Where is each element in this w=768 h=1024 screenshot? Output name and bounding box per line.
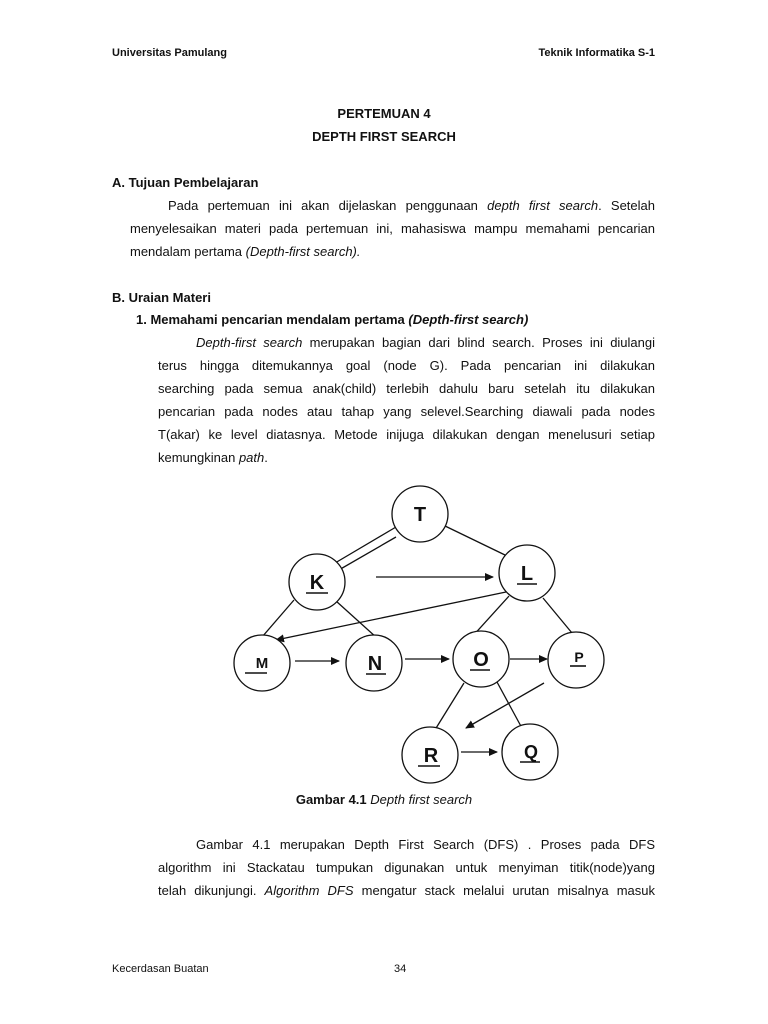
section-a-paragraph xyxy=(130,194,655,263)
node-n-label: N xyxy=(367,653,383,675)
para1-line-5: T(akar) ke level diatasnya. Metode inijuga dilakukan dengan menelusuri setiap xyxy=(158,427,655,442)
para2-line-3: telah dikunjungi. Algorithm DFS mengatur stack melalui urutan misalnya masuk xyxy=(158,883,655,898)
arrow-p-to-r xyxy=(466,683,544,728)
para1-line-1: Depth-first search merupakan bagian dari blind search. Proses ini diulangi xyxy=(196,335,656,350)
edge-t-k xyxy=(330,527,396,566)
section-a-line-1: Pada pertemuan ini akan dijelaskan penggunaan depth first search. Setelah xyxy=(168,198,655,213)
node-o-label: O xyxy=(473,649,489,671)
node-l-label: L xyxy=(520,563,534,585)
node-m-label: M xyxy=(255,655,269,672)
section-b-heading: B. Uraian Materi xyxy=(112,290,211,305)
node-r-label: R xyxy=(423,745,439,767)
node-p-label: P xyxy=(574,649,584,665)
edge-o-r xyxy=(433,683,464,733)
edge-k-n xyxy=(336,601,377,638)
section-a-line-2: menyelesaikan materi pada pertemuan ini, mahasiswa mampu memahami pencarian xyxy=(130,221,655,236)
header-right: Teknik Informatika S-1 xyxy=(538,47,655,59)
para2-line-1: Gambar 4.1 merupakan Depth First Search (DFS) . Proses pada DFS xyxy=(196,837,655,852)
para1-line-3: searching pada semua anak(child) terlebih dahulu baru setelah itu dilakukan xyxy=(158,381,655,396)
section-a-line-3: mendalam pertama (Depth-first search). xyxy=(130,244,361,259)
edge-l-p xyxy=(543,598,572,633)
section-a-heading: A. Tujuan Pembelajaran xyxy=(112,175,259,190)
node-t-label: T xyxy=(413,504,427,526)
section-b-paragraph xyxy=(158,331,655,469)
dfs-tree-diagram xyxy=(0,470,768,790)
page-title-line2: DEPTH FIRST SEARCH xyxy=(312,129,456,144)
para2-line-2: algorithm ini Stackatau tumpukan digunakan untuk menyiman titik(node)yang xyxy=(158,860,655,875)
node-q-label: Q xyxy=(523,742,539,762)
para1-line-2: terus hingga ditemukannya goal (node G). Pada pencarian ini dilakukan xyxy=(158,358,655,373)
page-number: 34 xyxy=(394,963,407,975)
node-k-label: K xyxy=(309,572,325,594)
footer-left: Kecerdasan Buatan xyxy=(112,963,209,975)
edge-o-q xyxy=(497,682,523,730)
header-left: Universitas Pamulang xyxy=(112,47,227,59)
subsection-1-heading: 1. Memahami pencarian mendalam pertama (Depth-first search) xyxy=(136,312,529,327)
figure-caption: Gambar 4.1 Depth first search xyxy=(295,792,473,807)
para1-line-4: pencarian pada nodes atau tahap yang selevel.Searching diawali pada nodes xyxy=(158,404,655,419)
para1-line-6: kemungkinan path. xyxy=(158,450,268,465)
edge-t-l xyxy=(443,525,505,555)
paragraph-2 xyxy=(158,833,655,902)
page-title-line1: PERTEMUAN 4 xyxy=(337,106,431,121)
